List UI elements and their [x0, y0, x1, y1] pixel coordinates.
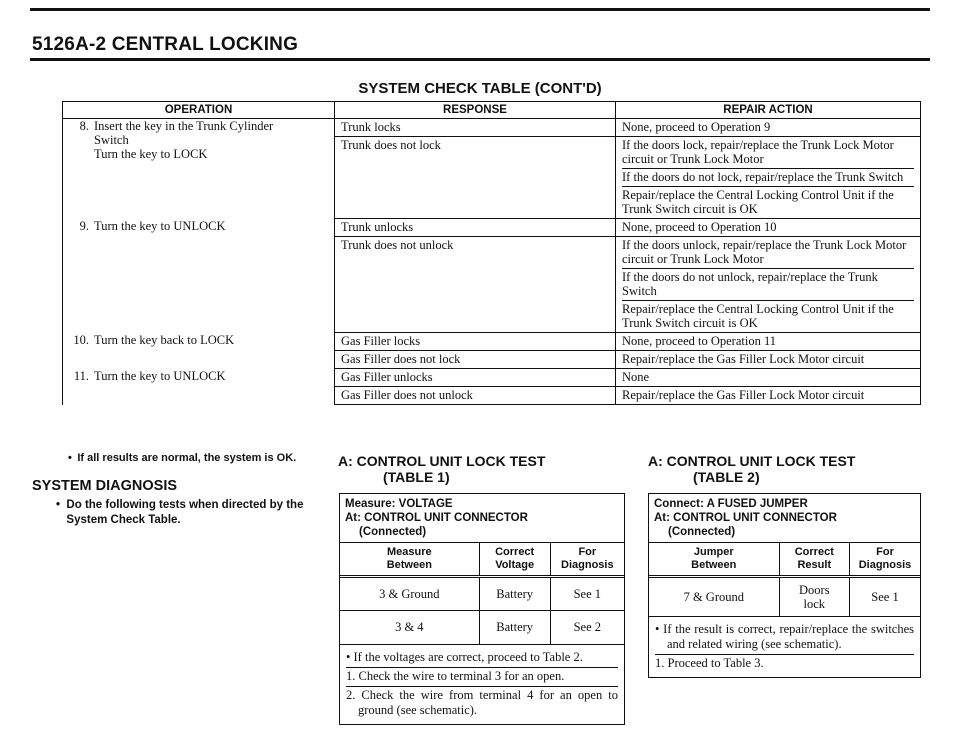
repair-action-line: Repair/replace the Central Locking Control Unit if the Trunk Switch circuit is OK	[622, 302, 894, 330]
normal-result-note	[68, 452, 296, 464]
repair-action-cell	[616, 387, 921, 405]
repair-action-line: If the doors unlock, repair/replace the Trunk Lock Motor circuit or Trunk Lock Motor	[622, 237, 914, 269]
system-check-body	[63, 119, 921, 405]
table-row	[63, 333, 921, 351]
operation-number: 10.	[73, 332, 89, 347]
repair-action-line: None, proceed to Operation 11	[622, 334, 776, 348]
response-cell: Trunk does not lock	[335, 137, 616, 219]
operation-line: Switch	[94, 133, 129, 147]
response-cell: Gas Filler unlocks	[335, 369, 616, 387]
test2-title	[648, 453, 855, 485]
test1-cell-correct: Battery	[479, 611, 550, 645]
table-title: SYSTEM CHECK TABLE (CONT'D)	[358, 80, 602, 97]
test2-connect: Connect: A FUSED JUMPER	[654, 498, 808, 510]
bullet-icon: •	[655, 622, 660, 636]
test1-cell-for: See 1	[550, 577, 624, 611]
repair-action-cell	[616, 369, 921, 387]
operation-number: 8.	[79, 119, 89, 133]
repair-action-line: None, proceed to Operation 10	[622, 220, 777, 234]
operation-line: Turn the key to LOCK	[94, 147, 208, 161]
col-header-repair-action: REPAIR ACTION	[616, 102, 921, 119]
test2-connected: (Connected)	[668, 526, 736, 538]
normal-note-text: If all results are normal, the system is OK.	[77, 452, 297, 464]
test2-notes	[649, 617, 920, 677]
test1-title-line2: (TABLE 1)	[383, 469, 450, 485]
repair-action-line: None	[622, 370, 650, 384]
operation-number: 9.	[79, 218, 89, 233]
repair-action-cell	[616, 333, 921, 351]
test1-table	[340, 543, 624, 645]
test2-header-jumper: Jumper Between	[649, 543, 779, 577]
test1-title	[338, 453, 545, 485]
test2-cell-correct: Doors lock	[779, 577, 849, 617]
test2-header-for: For Diagnosis	[850, 543, 920, 577]
operation-line: 9. Turn the key to UNLOCK	[71, 219, 328, 233]
test2-cell-for: See 1	[850, 577, 920, 617]
test1-header-measure: Measure Between	[340, 543, 479, 577]
operation-line: 8. Insert the key in the Trunk Cylinder	[71, 119, 328, 133]
test1-header-for: For Diagnosis	[550, 543, 624, 577]
test2-title-line1: A: CONTROL UNIT LOCK TEST	[648, 453, 856, 469]
repair-action-line: Repair/replace the Gas Filler Lock Motor circuit	[622, 388, 865, 402]
top-rule	[30, 8, 930, 11]
repair-action-cell	[616, 237, 921, 333]
test2-header-correct: Correct Result	[779, 543, 849, 577]
response-cell: Gas Filler does not unlock	[335, 387, 616, 405]
test2-title-line2: (TABLE 2)	[693, 469, 760, 485]
table-row	[340, 577, 624, 611]
test2-table	[649, 543, 920, 617]
system-diagnosis-title: SYSTEM DIAGNOSIS	[32, 478, 178, 494]
col-header-operation: OPERATION	[63, 102, 335, 119]
operation-cell	[63, 219, 335, 333]
header-rule	[30, 58, 930, 61]
test1-cell-between: 3 & Ground	[340, 577, 479, 611]
table-row	[63, 219, 921, 237]
test2-note-1: 1. Proceed to Table 3.	[655, 656, 764, 670]
system-diagnosis-note	[56, 498, 328, 528]
test1-title-line1: A: CONTROL UNIT LOCK TEST	[338, 453, 546, 469]
repair-action-line: Repair/replace the Gas Filler Lock Motor circuit	[622, 352, 865, 366]
operation-cell	[63, 119, 335, 219]
repair-action-line: None, proceed to Operation 9	[622, 120, 771, 134]
col-header-response: RESPONSE	[335, 102, 616, 119]
repair-action-cell	[616, 351, 921, 369]
test1-conditions	[340, 494, 624, 543]
operation-line: 11. Turn the key to UNLOCK	[71, 369, 328, 383]
test1-note-bullet: • If the voltages are correct, proceed to Table 2.	[346, 649, 618, 668]
test1-cell-correct: Battery	[479, 577, 550, 611]
repair-action-cell	[616, 137, 921, 219]
operation-cell	[63, 369, 335, 405]
response-cell: Trunk locks	[335, 119, 616, 137]
test2-at: At: CONTROL UNIT CONNECTOR	[654, 512, 837, 524]
table-row	[649, 577, 920, 617]
table-row	[63, 119, 921, 137]
operation-line: 10. Turn the key back to LOCK	[71, 333, 328, 347]
repair-action-line: If the doors lock, repair/replace the Trunk Lock Motor circuit or Trunk Lock Motor	[622, 137, 914, 169]
response-cell: Trunk unlocks	[335, 219, 616, 237]
system-check-table	[62, 101, 921, 405]
table-row	[63, 369, 921, 387]
test1-measure: Measure: VOLTAGE	[345, 498, 453, 510]
response-cell: Gas Filler does not lock	[335, 351, 616, 369]
repair-action-line: If the doors do not lock, repair/replace the Trunk Switch	[622, 169, 914, 187]
test2-box	[648, 493, 921, 678]
repair-action-line: Repair/replace the Central Locking Control Unit if the Trunk Switch circuit is OK	[622, 188, 894, 216]
test1-box	[339, 493, 625, 725]
system-diagnosis-note-text: Do the following tests when directed by the System Check Table.	[66, 499, 304, 526]
test1-cell-for: See 2	[550, 611, 624, 645]
page-header: 5126A-2 CENTRAL LOCKING	[32, 34, 299, 55]
repair-action-line: If the doors do not unlock, repair/replace the Trunk Switch	[622, 269, 914, 301]
repair-action-cell	[616, 119, 921, 137]
bullet-icon: •	[68, 452, 72, 464]
test1-at: At: CONTROL UNIT CONNECTOR	[345, 512, 528, 524]
response-cell: Gas Filler locks	[335, 333, 616, 351]
test2-conditions	[649, 494, 920, 543]
test2-cell-between: 7 & Ground	[649, 577, 779, 617]
table-row	[340, 611, 624, 645]
test1-cell-between: 3 & 4	[340, 611, 479, 645]
test1-connected: (Connected)	[359, 526, 427, 538]
bullet-icon: •	[346, 650, 351, 664]
test1-note-1: 1. Check the wire to terminal 3 for an open.	[346, 668, 618, 687]
test1-note-2: 2. Check the wire from terminal 4 for an open to ground (see schematic).	[346, 688, 618, 717]
test2-note-bullet: • If the result is correct, repair/replace the switches and related wiring (see schematic).	[655, 621, 914, 655]
test1-header-correct: Correct Voltage	[479, 543, 550, 577]
repair-action-cell	[616, 219, 921, 237]
test1-notes	[340, 645, 624, 724]
operation-number: 11.	[73, 368, 89, 383]
bullet-icon: •	[56, 499, 61, 511]
response-cell: Trunk does not unlock	[335, 237, 616, 333]
operation-cell	[63, 333, 335, 369]
